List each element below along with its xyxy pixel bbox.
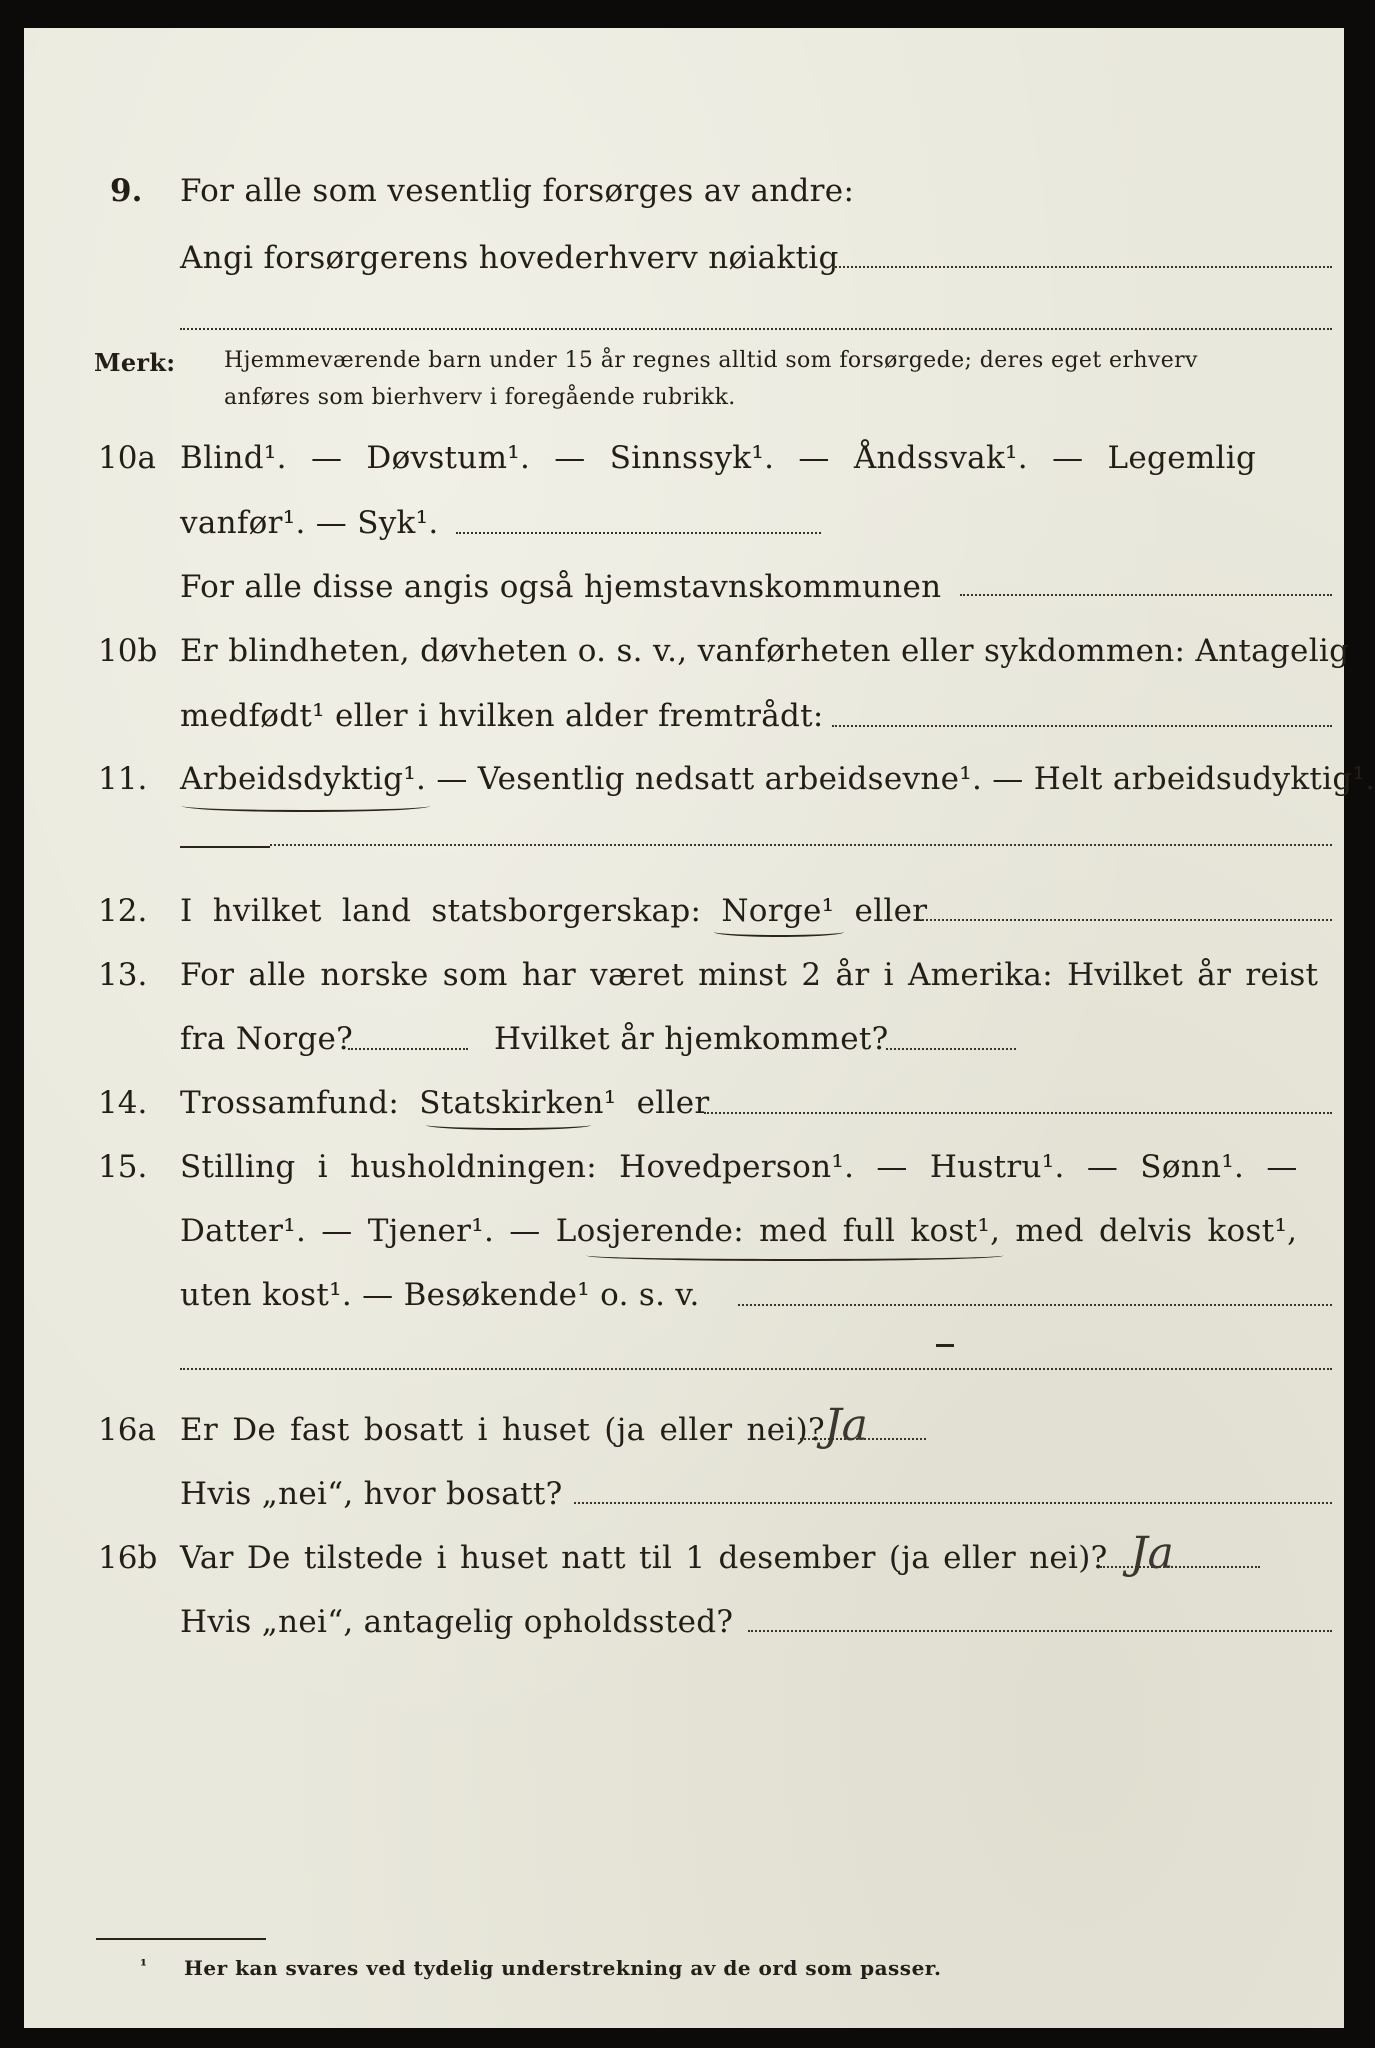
handwritten-answer-16a: Ja (824, 1400, 868, 1451)
question-10a-municipality-line[interactable] (960, 594, 1332, 596)
note-text-line2: anføres som bierhverv i foregående rubrikk. (224, 385, 736, 410)
question-14-answer-line[interactable] (704, 1112, 1332, 1114)
underline-arbeidsdyktig (182, 800, 430, 812)
question-12-text: I hvilket land statsborgerskap: Norge¹ eller (180, 893, 928, 929)
question-13-text-line2a: fra Norge? (180, 1021, 354, 1057)
separator-line-short (180, 846, 270, 848)
question-14-number: 14. (98, 1085, 148, 1121)
question-15-answer-line[interactable] (738, 1304, 1332, 1306)
separator-line (180, 1368, 1332, 1370)
question-16a-number: 16a (98, 1412, 156, 1448)
question-10b-answer-line[interactable] (832, 725, 1332, 727)
question-9-number: 9. (110, 173, 143, 209)
question-16b-text-line2: Hvis „nei“, antagelig opholdssted? (180, 1604, 734, 1640)
question-12-number: 12. (98, 893, 148, 929)
question-15-text-line2: Datter¹. — Tjener¹. — Losjerende: med full kost¹, med delvis kost¹, (180, 1213, 1298, 1249)
question-13-return-line[interactable] (886, 1048, 1016, 1050)
question-16b-answer-line[interactable] (1100, 1566, 1260, 1568)
question-15-text: Stilling i husholdningen: Hovedperson¹. — Hustru¹. — Sønn¹. — (180, 1149, 1298, 1185)
underline-losjerende-full-kost (586, 1250, 1004, 1261)
question-10b-text: Er blindheten, døvheten o. s. v., vanførheten eller sykdommen: Antagelig (180, 633, 1350, 669)
note-label: Merk: (94, 348, 176, 377)
question-13-number: 13. (98, 957, 148, 993)
question-9-answer-line[interactable] (832, 266, 1332, 268)
question-16b-location-line[interactable] (748, 1630, 1332, 1632)
separator-line (180, 328, 1332, 330)
question-16a-residence-line[interactable] (574, 1502, 1332, 1504)
question-16a-text-line2: Hvis „nei“, hvor bosatt? (180, 1476, 563, 1512)
underline-norge (714, 927, 844, 937)
handwritten-answer-16b: Ja (1130, 1528, 1174, 1579)
form-page (24, 28, 1375, 2028)
question-9-text: For alle som vesentlig forsørges av andre: (180, 173, 855, 209)
question-15-number: 15. (98, 1149, 148, 1185)
note-text-line1: Hjemmeværende barn under 15 år regnes alltid som forsørgede; deres eget erhverv (224, 348, 1198, 373)
question-9-subtext: Angi forsørgerens hovederhverv nøiaktig (180, 240, 839, 276)
question-16a-text: Er De fast bosatt i huset (ja eller nei)? (180, 1412, 825, 1448)
question-10b-number: 10b (98, 633, 158, 669)
footnote-text: Her kan svares ved tydelig understrekning av de ord som passer. (184, 1956, 942, 1980)
question-13-text-line2b: Hvilket år hjemkommet? (494, 1021, 889, 1057)
question-16b-number: 16b (98, 1540, 158, 1576)
question-16b-text: Var De tilstede i huset natt til 1 desember (ja eller nei)? (180, 1540, 1108, 1576)
question-10a-text-line3: For alle disse angis også hjemstavnskommunen (180, 569, 942, 605)
question-10a-number: 10a (98, 440, 156, 476)
question-15-text-line3: uten kost¹. — Besøkende¹ o. s. v. (180, 1277, 700, 1313)
question-13-text: For alle norske som har været minst 2 år i Amerika: Hvilket år reist (180, 957, 1319, 993)
question-10a-text: Blind¹. — Døvstum¹. — Sinnssyk¹. — Åndssvak¹. — Legemlig (180, 440, 1257, 476)
footnote-mark: ¹ (140, 1956, 148, 1975)
question-11-text: Arbeidsdyktig¹. — Vesentlig nedsatt arbeidsevne¹. — Helt arbeidsudyktig¹. (180, 761, 1375, 797)
underline-statskirken (426, 1120, 591, 1130)
question-14-text: Trossamfund: Statskirken¹ eller (180, 1085, 710, 1121)
footnote-rule (96, 1938, 266, 1940)
question-13-departure-line[interactable] (348, 1048, 468, 1050)
question-12-answer-line[interactable] (914, 919, 1332, 921)
ink-mark (936, 1344, 954, 1347)
separator-line (270, 844, 1332, 846)
question-10b-text-line2: medfødt¹ eller i hvilken alder fremtrådt: (180, 698, 824, 734)
question-11-number: 11. (98, 761, 148, 797)
question-10a-text-line2: vanfør¹. — Syk¹. (180, 505, 439, 541)
question-10a-answer-line[interactable] (456, 532, 821, 534)
